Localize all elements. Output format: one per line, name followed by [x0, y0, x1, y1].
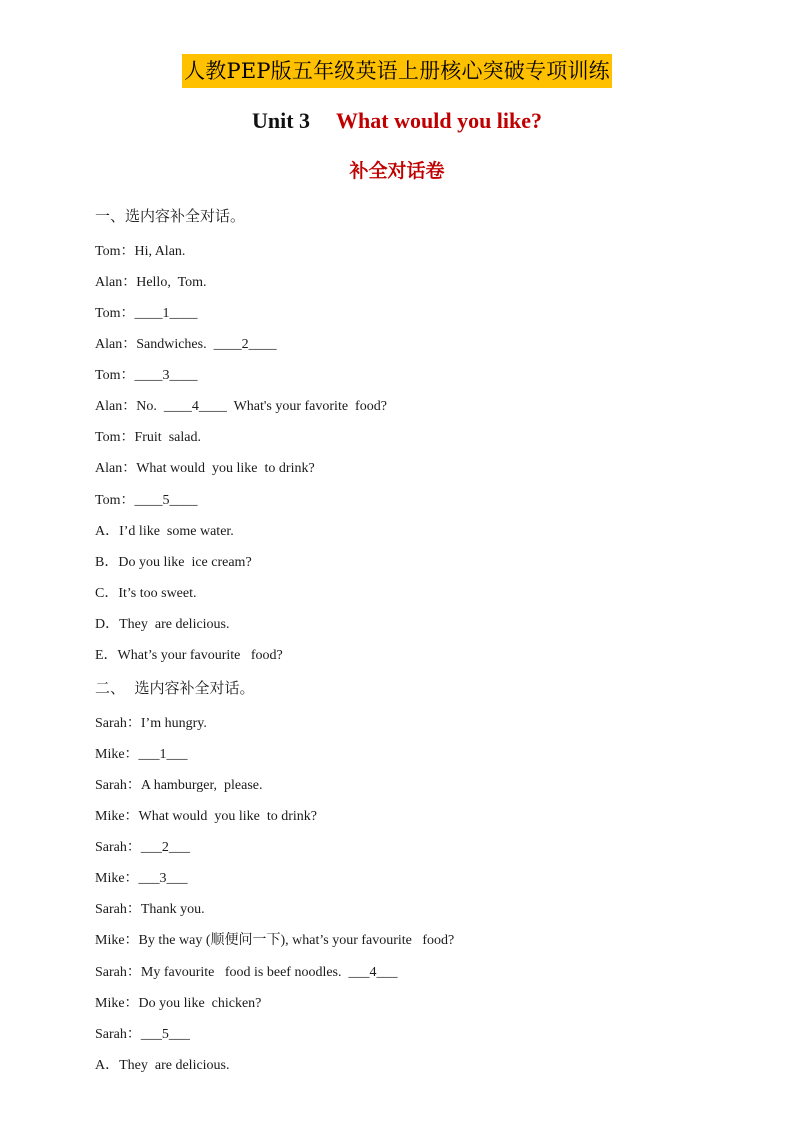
page-title: 人教PEP版五年级英语上册核心突破专项训练 [182, 54, 612, 88]
dialogue-line: Sarah：___2___ [95, 840, 190, 855]
dialogue-line: Tom：Fruit salad. [95, 430, 201, 445]
unit-heading [0, 108, 794, 134]
option-item: A．They are delicious. [95, 1058, 230, 1073]
unit-label: Unit 3 [251, 108, 311, 133]
option-item: B．Do you like ice cream? [95, 555, 252, 570]
dialogue-line: Mike：___1___ [95, 747, 188, 762]
dialogue-line: Tom：____1____ [95, 306, 198, 321]
dialogue-line: Tom：____5____ [95, 493, 198, 508]
title-banner [0, 54, 794, 88]
dialogue-line: Mike：What would you like to drink? [95, 809, 318, 824]
dialogue-line: Mike：Do you like chicken? [95, 996, 262, 1011]
dialogue-line: Alan：No. ____4____ What's your favorite food? [95, 399, 387, 414]
dialogue-line: Sarah：Thank you. [95, 902, 205, 917]
option-item: A．I’d like some water. [95, 524, 234, 539]
dialogue-line: Sarah：___5___ [95, 1027, 190, 1042]
unit-topic: What would you like? [336, 108, 543, 133]
dialogue-line: Tom：____3____ [95, 368, 198, 383]
section1-heading: 一、选内容补全对话。 [95, 207, 246, 225]
page-subtitle: 补全对话卷 [349, 160, 445, 182]
option-item: E．What’s your favourite food? [95, 648, 283, 663]
dialogue-line: Mike：___3___ [95, 871, 188, 886]
option-item: D．They are delicious. [95, 617, 230, 632]
dialogue-line: Sarah：I’m hungry. [95, 716, 207, 731]
dialogue-line: Alan：Hello, Tom. [95, 275, 207, 290]
dialogue-line: Mike：By the way (顺便问一下), what’s your favourite food? [95, 933, 455, 948]
section2-heading: 二、 选内容补全对话。 [95, 679, 255, 697]
dialogue-line: Alan：What would you like to drink? [95, 461, 315, 476]
dialogue-line: Sarah：A hamburger, please. [95, 778, 263, 793]
dialogue-line: Sarah：My favourite food is beef noodles. ___4___ [95, 965, 398, 980]
option-item: C．It’s too sweet. [95, 586, 197, 601]
dialogue-line: Tom：Hi, Alan. [95, 244, 186, 259]
dialogue-line: Alan：Sandwiches. ____2____ [95, 337, 277, 352]
